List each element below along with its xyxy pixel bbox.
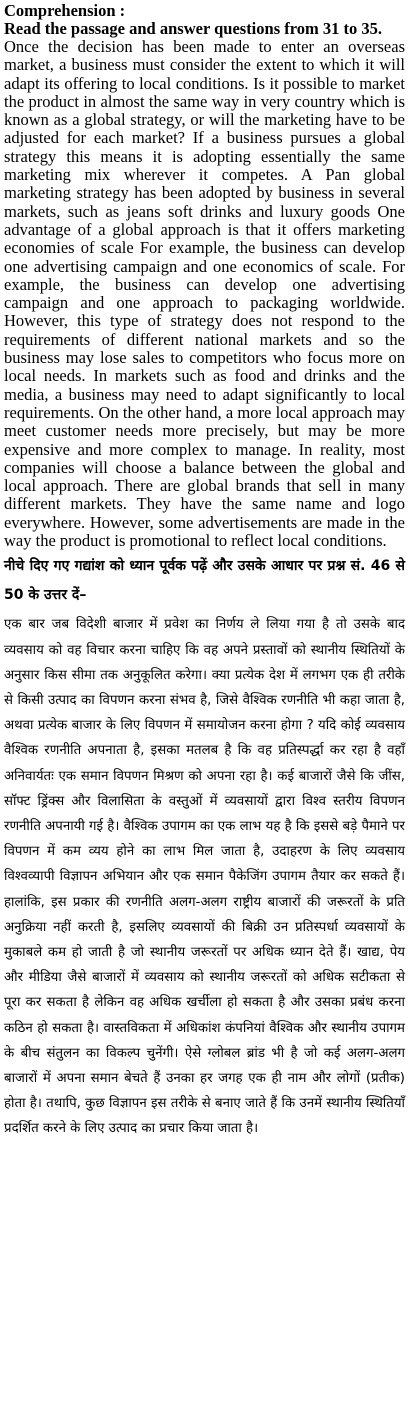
passage-english: Once the decision has been made to enter an overseas market, a business must consider the extent to which it will adapt its offering to local conditions. Is it possible to market the product in almost the same way in very country which is known as a global strategy, or will the marketing have to be adjusted for each market? If a business pursues a global strategy this means it is adopting essentially the same marketing mix wherever it competes. A Pan global marketing strategy has been adopted by business in several markets, such as jeans soft drinks and luxury goods One advantage of a global approach is that it offers marketing economies of scale For example, the business can develop one advertising campaign and one economics of scale. For example, the business can develop one advertising campaign and one approach to packaging worldwide. However, this type of strategy does not respond to the requirements of different national markets and so the business may lose sales to competitors who focus more on local needs. In markets such as food and drinks and the media, a business may need to adapt significantly to local requirements. On the other hand, a more local approach may meet customer needs more precisely, but may be more expensive and more complex to manage. In reality, most companies will choose a balance between the global and local approach. There are global brands that sell in many different markets. They have the same name and logo everywhere. However, some advertisements are made in the way the product is promotional to reflect local conditions. <box>4 37 405 551</box>
comprehension-heading: Comprehension : <box>4 1 126 20</box>
instruction-hindi: नीचे दिए गए गद्यांश को ध्यान पूर्वक पढ़ें और उसके आधार पर प्रश्न सं. 46 से 50 के उत्तर दें– <box>4 558 405 604</box>
passage-hindi: एक बार जब विदेशी बाजार में प्रवेश का निर्णय ले लिया गया है तो उसके बाद व्यवसाय को वह विचार करना चाहिए कि वह अपने प्रस्तावों को स्थानीय स्थितियों के अनुसार किस सीमा तक अनुकूलित करेगा। क्या प्रत्येक देश में लगभग एक ही तरीके से किसी उत्पाद का विपणन करना संभव है, जिसे वैश्विक रणनीति भी कहा जाता है, अथवा प्रत्येक बाजार के लिए विपणन में समायोजन करना होगा ? यदि कोई व्यवसाय वैश्विक रणनीति अपनाता है, इसका मतलब है कि वह प्रतिस्पर्द्धा कर रहा है वहाँ अनिवार्यतः एक समान विपणन मिश्रण को अपना रहा है। कई बाजारों जैसे कि जींस, सॉफ्ट ड्रिंक्स और विलासिता के वस्तुओं में व्यवसायों द्वारा विश्व स्तरीय विपणन रणनीति अपनायी गई है। वैश्विक उपागम का एक लाभ यह है कि इससे बड़े पैमाने पर विपणन में कम व्यय होने का लाभ मिल जाता है, उदाहरण के लिए व्यवसाय विश्वव्यापी विज्ञापन अभियान और एक समान पैकेजिंग उपागम तैयार कर सकते हैं। हालांकि, इस प्रकार की रणनीति अलग-अलग राष्ट्रीय बाजारों की जरूरतों के प्रति अनुक्रिया नहीं करती है, इसलिए व्यवसायों की बिक्री उन प्रतिस्पर्धा व्यवसायों के मुकाबले कम हो जाती है जो स्थानीय जरूरतों पर अधिक ध्यान देते हैं। खाद्य, पेय और मीडिया जैसे बाजारों में व्यवसाय को स्थानीय जरूरतों को अधिक सटीकता से पूरा कर सकता है लेकिन वह अधिक खर्चीला हो सकता है और उसका प्रबंध करना कठिन हो सकता है। वास्तविकता में अधिकांश कंपनियां वैश्विक और स्थानीय उपागम के बीच संतुलन का विकल्प चुनेंगी। ऐसे ग्लोबल ब्रांड भी है जो कई अलग-अलग बाजारों में अपना समान बेचते हैं उनका हर जगह एक ही नाम और लोगों (प्रतीक) होता है। तथापि, कुछ विज्ञापन इस तरीके से बनाए जाते हैं कि उनमें स्थानीय स्थितियाँ प्रदर्शित करने के लिए उत्पाद का प्रचार किया जाता है। <box>4 617 405 1137</box>
instruction-english: Read the passage and answer questions from 31 to 35. <box>4 19 383 38</box>
